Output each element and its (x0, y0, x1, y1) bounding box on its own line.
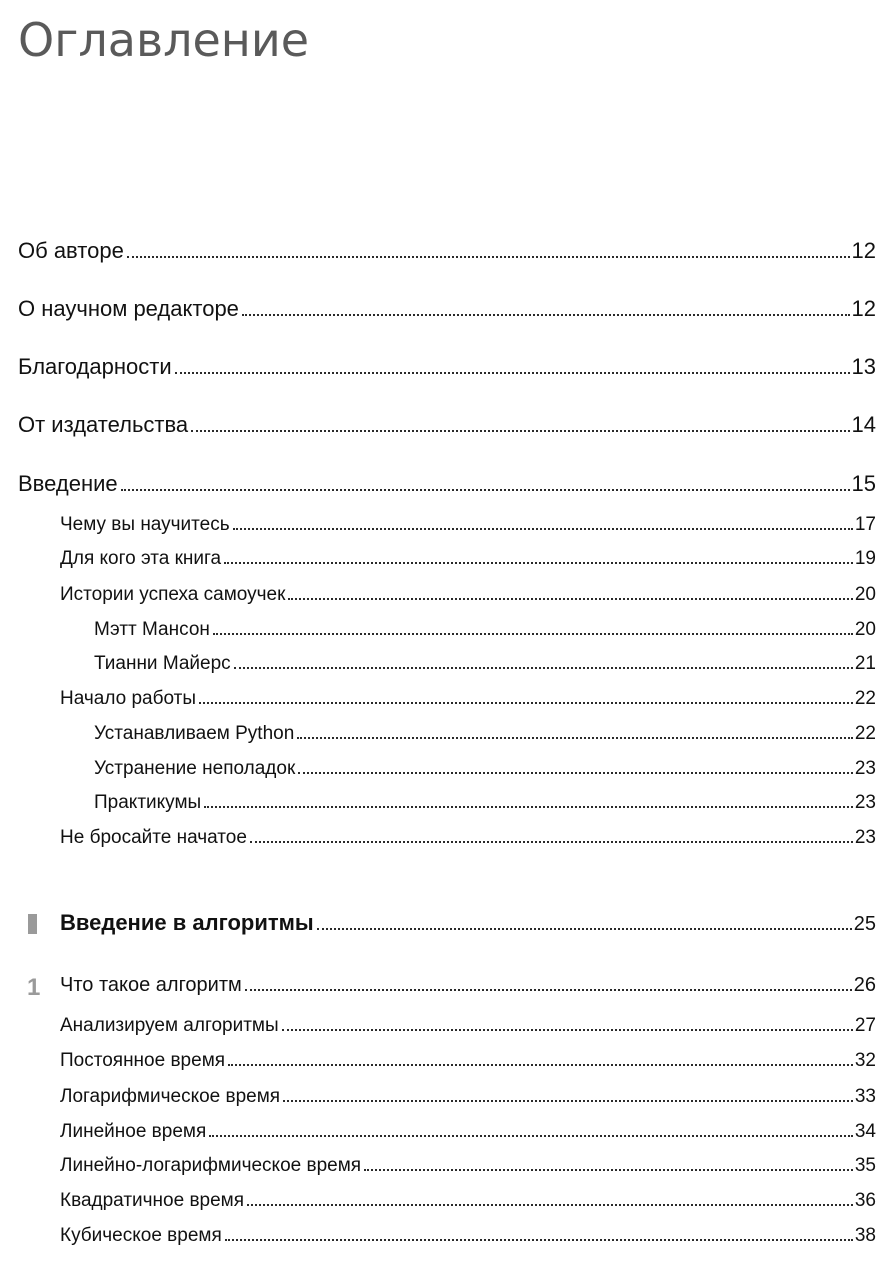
toc-page-number: 23 (854, 827, 876, 848)
toc-entry-label: Кубическое время (60, 1225, 222, 1246)
dot-leader (209, 1135, 853, 1137)
toc-page-number: 23 (854, 792, 876, 813)
toc-entry-tianni-myers[interactable] (94, 653, 876, 675)
toc-entry-dont-give-up[interactable] (60, 827, 876, 849)
toc-entry-cubic-time[interactable] (60, 1225, 876, 1247)
toc-page-number: 20 (854, 619, 876, 640)
dot-leader (282, 1029, 853, 1031)
toc-entry-label: Истории успеха самоучек (60, 584, 286, 605)
toc-page-number: 15 (851, 471, 876, 496)
dot-leader (228, 1064, 853, 1066)
toc-entry-success-stories[interactable] (60, 584, 876, 606)
dot-leader (175, 372, 850, 374)
dot-leader (233, 528, 853, 530)
toc-entry-linearithmic-time[interactable] (60, 1155, 876, 1177)
toc-entry-label: Постоянное время (60, 1050, 226, 1071)
toc-entry-label: Об авторе (18, 238, 124, 263)
toc-page-number: 26 (853, 974, 876, 996)
dot-leader (288, 598, 852, 600)
page-title: Оглавление (18, 13, 310, 67)
dot-leader (234, 667, 853, 669)
toc-page-number: 38 (854, 1225, 876, 1246)
toc-entry-about-author[interactable] (18, 238, 876, 264)
toc-entry-label: Тианни Майерс (94, 653, 231, 674)
toc-page-number: 36 (854, 1190, 876, 1211)
toc-page-number: 12 (851, 238, 876, 263)
toc-entry-label: От издательства (18, 412, 189, 437)
dot-leader (225, 1239, 853, 1241)
toc-entry-label: Что такое алгоритм (60, 974, 242, 996)
dot-leader (317, 928, 852, 930)
dot-leader (364, 1169, 853, 1171)
toc-entry-logarithmic-time[interactable] (60, 1086, 876, 1108)
toc-page-number: 22 (854, 723, 876, 744)
toc-page-number: 14 (851, 412, 876, 437)
dot-leader (213, 633, 853, 635)
toc-entry-label: Устранение неполадок (94, 758, 296, 779)
toc-entry-label: О научном редакторе (18, 296, 239, 321)
toc-page-number: 27 (854, 1015, 876, 1036)
toc-entry-part-intro-algorithms[interactable] (60, 910, 876, 936)
toc-page-number: 19 (854, 548, 876, 569)
toc-entry-acknowledgements[interactable] (18, 354, 876, 380)
toc-entry-label: Практикумы (94, 792, 202, 813)
toc-page-number: 32 (854, 1050, 876, 1071)
toc-entry-analyzing-algorithms[interactable] (60, 1015, 876, 1037)
toc-entry-science-editor[interactable] (18, 296, 876, 322)
toc-page-number: 34 (854, 1121, 876, 1142)
toc-entry-linear-time[interactable] (60, 1121, 876, 1143)
toc-page-number: 22 (854, 688, 876, 709)
toc-entry-install-python[interactable] (94, 723, 876, 745)
toc-entry-publisher[interactable] (18, 412, 876, 438)
toc-entry-introduction[interactable] (18, 471, 876, 497)
toc-entry-label: Мэтт Мансон (94, 619, 210, 640)
toc-page-number: 21 (854, 653, 876, 674)
toc-entry-label: Начало работы (60, 688, 197, 709)
toc-entry-label: Линейное время (60, 1121, 207, 1142)
toc-page-number: 25 (853, 913, 876, 935)
dot-leader (204, 806, 853, 808)
toc-entry-label: Квадратичное время (60, 1190, 245, 1211)
dot-leader (199, 702, 853, 704)
part-number-marker (28, 914, 37, 934)
dot-leader (245, 989, 852, 991)
dot-leader (250, 841, 853, 843)
toc-page-number: 13 (851, 354, 876, 379)
toc-entry-quadratic-time[interactable] (60, 1190, 876, 1212)
dot-leader (247, 1204, 853, 1206)
dot-leader (121, 489, 850, 491)
toc-entry-constant-time[interactable] (60, 1050, 876, 1072)
toc-entry-what-you-learn[interactable] (60, 514, 876, 536)
toc-entry-label: Устанавливаем Python (94, 723, 295, 744)
dot-leader (127, 256, 850, 258)
toc-page-number: 23 (854, 758, 876, 779)
dot-leader (298, 772, 853, 774)
dot-leader (283, 1100, 853, 1102)
toc-entry-chapter-what-is-algorithm[interactable] (60, 974, 876, 997)
dot-leader (224, 562, 853, 564)
toc-entry-label: Линейно-логарифмическое время (60, 1155, 362, 1176)
toc-page-number: 17 (854, 514, 876, 535)
dot-leader (297, 737, 853, 739)
toc-page-number: 12 (851, 296, 876, 321)
toc-entry-label: Введение в алгоритмы (60, 910, 314, 935)
chapter-number: 1 (27, 974, 41, 1001)
toc-entry-workshops[interactable] (94, 792, 876, 814)
toc-entry-label: Благодарности (18, 354, 172, 379)
toc-entry-troubleshooting[interactable] (94, 758, 876, 780)
toc-page-number: 20 (854, 584, 876, 605)
toc-entry-getting-started[interactable] (60, 688, 876, 710)
toc-entry-label: Не бросайте начатое (60, 827, 247, 848)
toc-entry-label: Введение (18, 471, 118, 496)
toc-page-number: 35 (854, 1155, 876, 1176)
dot-leader (191, 430, 849, 432)
toc-page-number: 33 (854, 1086, 876, 1107)
toc-entry-label: Логарифмическое время (60, 1086, 281, 1107)
toc-entry-label: Чему вы научитесь (60, 514, 230, 535)
toc-entry-label: Анализируем алгоритмы (60, 1015, 279, 1036)
toc-entry-label: Для кого эта книга (60, 548, 222, 569)
toc-entry-matt-manson[interactable] (94, 619, 876, 641)
toc-entry-who-is-book-for[interactable] (60, 548, 876, 570)
dot-leader (242, 314, 850, 316)
